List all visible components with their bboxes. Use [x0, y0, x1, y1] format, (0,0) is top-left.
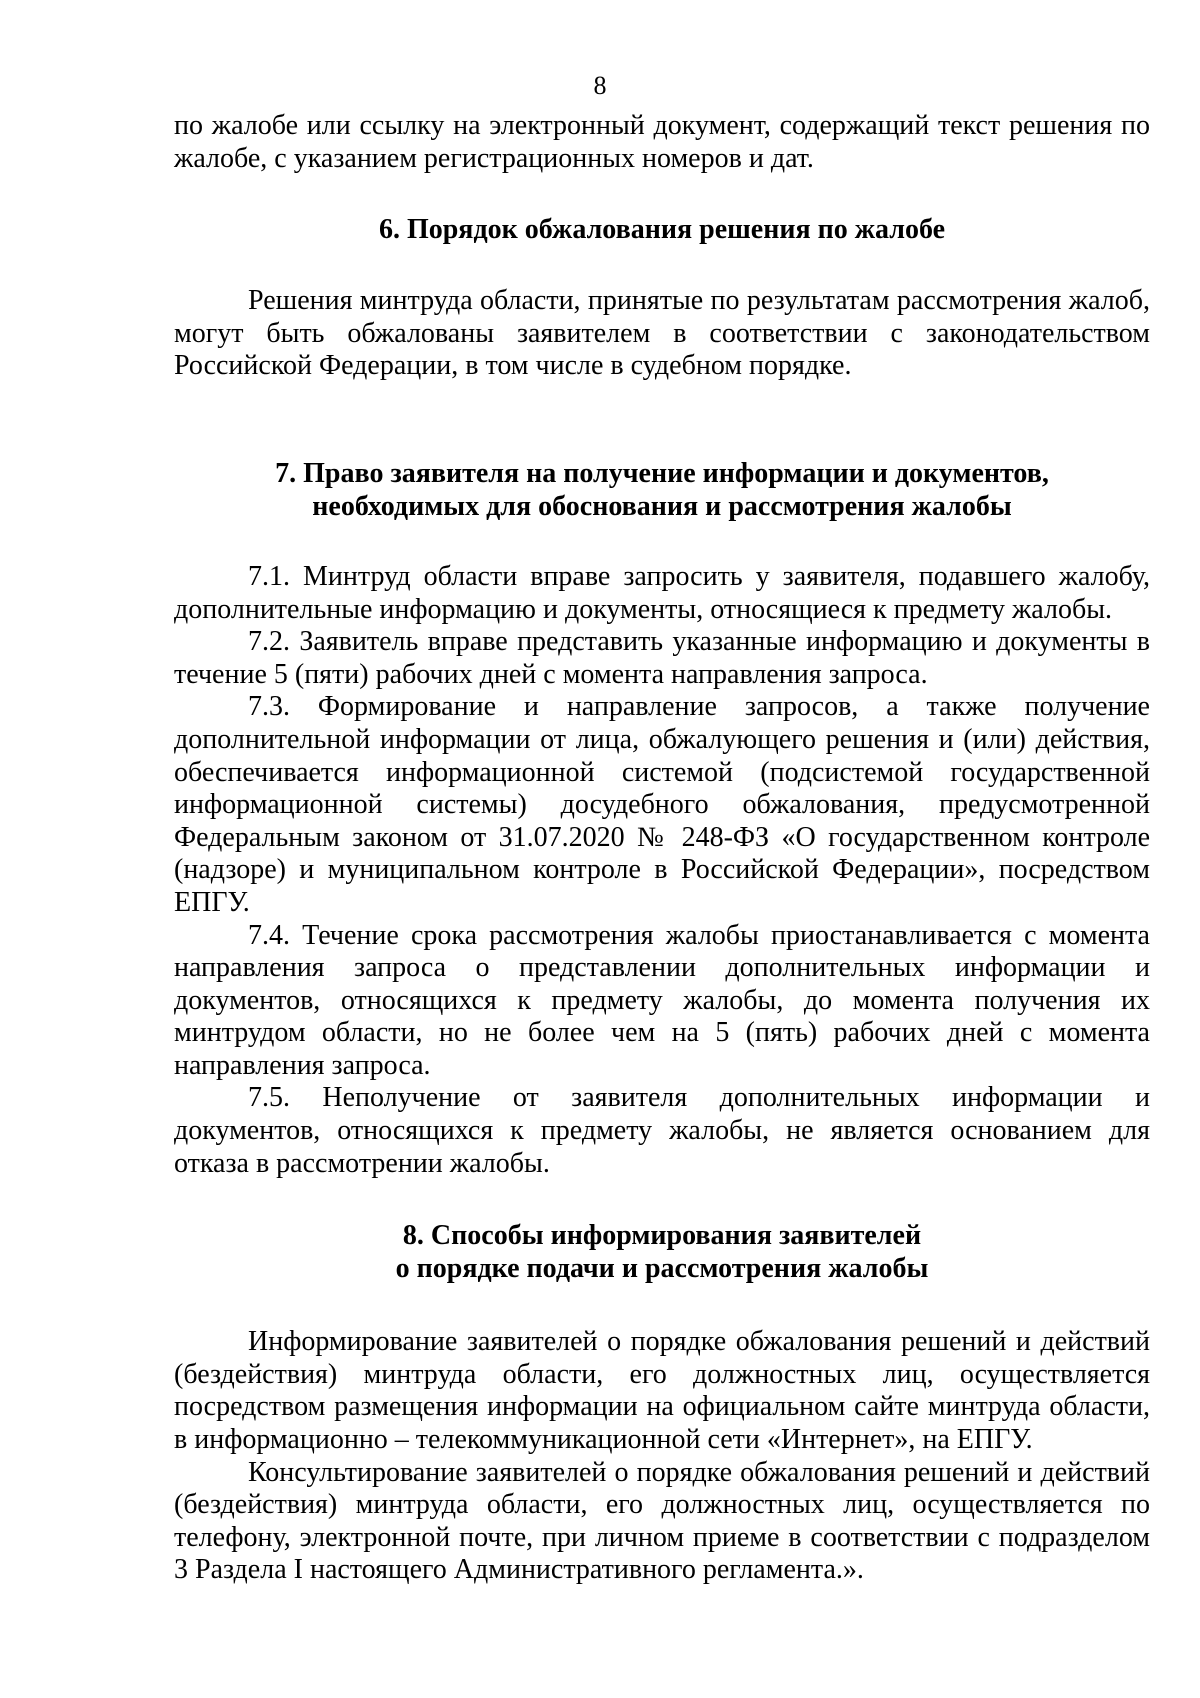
section-8-paragraph-2: Консультирование заявителей о порядке обжалования решений и действий (бездействия) минтруда области, его должностных лиц, осуществляется по телефону, электронной почте, при личном приеме в соответствии с подразделом 3 Раздела I настоящего Административного регламента.». [174, 1456, 1150, 1586]
section-7-heading-line-2: необходимых для обоснования и рассмотрения жалобы [312, 490, 1012, 522]
section-6-heading: 6. Порядок обжалования решения по жалобе [378, 214, 946, 246]
section-7-heading-line-1: 7. Право заявителя на получение информации и документов, [275, 457, 1049, 489]
section-8-paragraph-1: Информирование заявителей о порядке обжалования решений и действий (бездействия) минтруда области, его должностных лиц, осуществляется посредством размещения информации на официальном сайте минтруда области, в информационно – телекоммуникационной сети «Интернет», на ЕПГУ. [174, 1326, 1150, 1456]
paragraph-7-1: 7.1. Минтруд области вправе запросить у заявителя, подавшего жалобу, дополнительные информацию и документы, относящиеся к предмету жалобы. [174, 560, 1150, 625]
document-body [174, 110, 1150, 1587]
section-8-heading-line-1: 8. Способы информирования заявителей [402, 1220, 922, 1252]
section-6-paragraph: Решения минтруда области, принятые по результатам рассмотрения жалоб, могут быть обжалованы заявителем в соответствии с законодательством Российской Федерации, в том числе в судебном порядке. [174, 285, 1150, 382]
section-8-heading-line-2: о порядке подачи и рассмотрения жалобы [395, 1253, 929, 1285]
intro-paragraph: по жалобе или ссылку на электронный документ, содержащий текст решения по жалобе, с указанием регистрационных номеров и дат. [174, 110, 1150, 174]
paragraph-7-5: 7.5. Неполучение от заявителя дополнительных информации и документов, относящихся к предмету жалобы, не является основанием для отказа в рассмотрении жалобы. [174, 1082, 1150, 1179]
paragraph-7-2: 7.2. Заявитель вправе представить указанные информацию и документы в течение 5 (пяти) рабочих дней с момента направления запроса. [174, 626, 1150, 690]
paragraph-7-4: 7.4. Течение срока рассмотрения жалобы приостанавливается с момента направления запроса о представлении дополнительных информации и документов, относящихся к предмету жалобы, до момента получения их минтрудом области, но не более чем на 5 (пять) рабочих дней с момента направления запроса. [174, 919, 1150, 1081]
page-number: 8 [593, 71, 607, 100]
paragraph-7-3: 7.3. Формирование и направление запросов, а также получение дополнительной информации от лица, обжалующего решения и (или) действия, обеспечивается информационной системой (подсистемой государственной информационной системы) досудебного обжалования, предусмотренной Федеральным законом от 31.07.2020 № 248-ФЗ «О государственном контроле (надзоре) и муниципальном контроле в Российской Федерации», посредством ЕПГУ. [174, 691, 1150, 918]
section-8-heading [174, 1219, 1150, 1285]
section-7-heading [174, 457, 1150, 523]
